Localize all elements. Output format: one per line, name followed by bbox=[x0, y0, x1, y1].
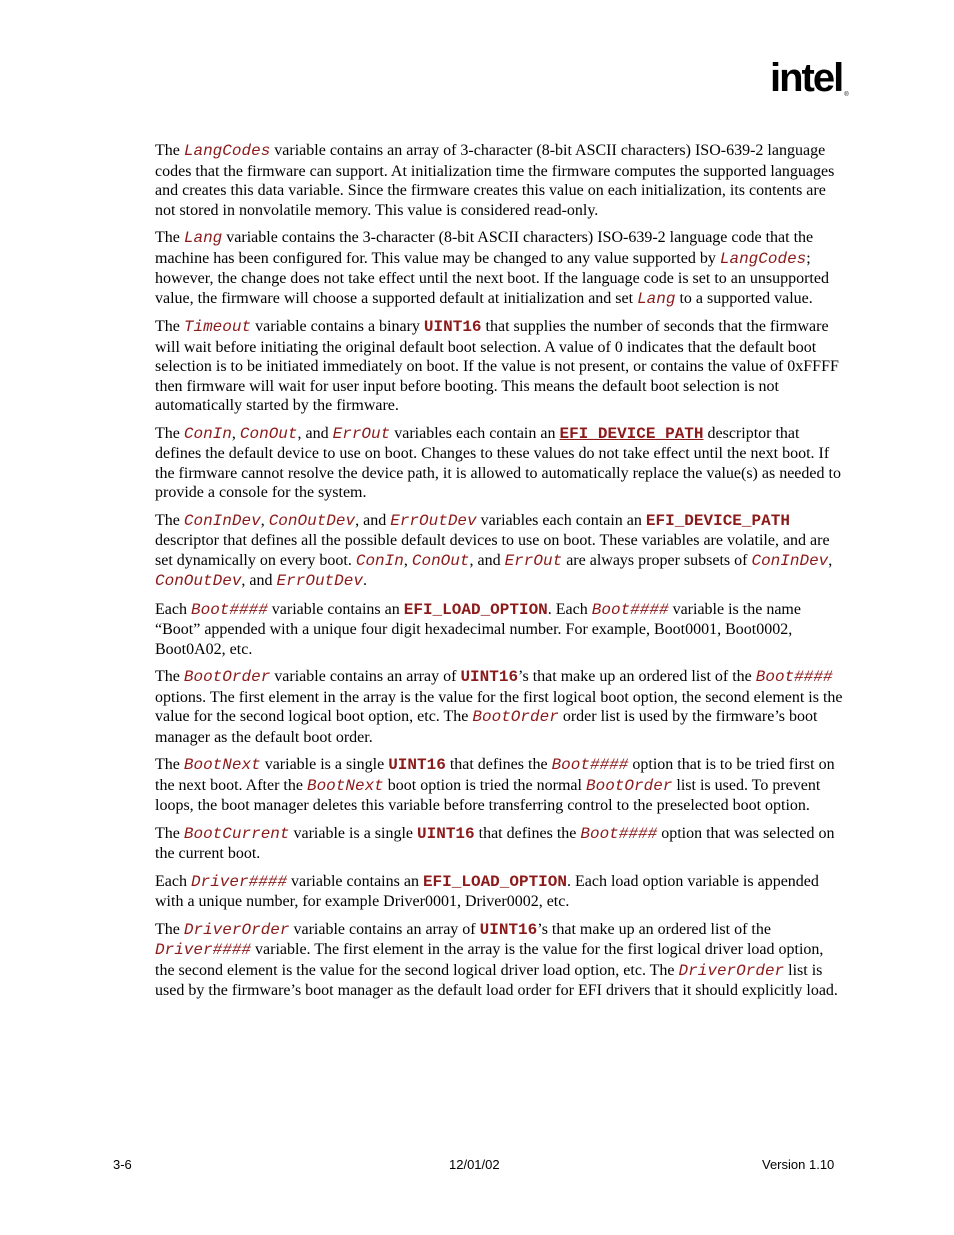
paragraph-conin bbox=[155, 424, 845, 503]
text-run: list is used by the firmware’s boot manager as the default load order for EFI drivers that it should explicitly load. bbox=[155, 961, 838, 999]
text-run: , bbox=[231, 424, 240, 442]
code-term: BootNext bbox=[183, 756, 261, 774]
code-term: DriverOrder bbox=[183, 920, 290, 939]
text-run: variable is a single bbox=[260, 756, 389, 773]
text-run: that defines the bbox=[445, 756, 552, 773]
code-term: ErrOutDev bbox=[276, 572, 363, 590]
page-number: 3-6 bbox=[113, 1157, 132, 1172]
code-term: BootNext bbox=[306, 776, 384, 795]
paragraph-conindev bbox=[155, 511, 845, 592]
code-term: Boot#### bbox=[591, 600, 669, 619]
text-run: ’s that make up an ordered list of the bbox=[537, 920, 771, 938]
paragraph-lang bbox=[155, 228, 845, 309]
text-run: , and bbox=[297, 424, 333, 442]
paragraph-timeout bbox=[155, 317, 845, 416]
text-run: to a supported value. bbox=[675, 289, 813, 307]
code-term: ConIn bbox=[183, 424, 232, 443]
text-run: . bbox=[362, 572, 367, 589]
text-run: variable contains the 3-character (8-bit ASCII characters) ISO-639-2 language code that the machine has been configured for. This value may be changed to any value supported by bbox=[155, 229, 814, 267]
type-keyword: EFI_DEVICE_PATH bbox=[645, 511, 790, 530]
text-run: , bbox=[403, 551, 412, 569]
logo-text: intel bbox=[770, 56, 843, 100]
paragraph-driver bbox=[155, 872, 845, 912]
code-term: Timeout bbox=[183, 318, 252, 336]
code-term: ErrOut bbox=[332, 424, 391, 443]
code-term: Driver#### bbox=[155, 941, 252, 959]
text-run: Each bbox=[155, 600, 191, 618]
text-run: options. The first element in the array is the value for the first logical boot option, the second element is the value for the second logical boot option, etc. The bbox=[155, 688, 843, 725]
code-term: Driver#### bbox=[190, 872, 287, 891]
type-keyword: UINT16 bbox=[423, 318, 482, 336]
code-term: ConOutDev bbox=[155, 572, 242, 590]
text-run: . Each load option variable is appended with a unique number, for example Driver0001, Driver0002, etc. bbox=[155, 872, 819, 910]
text-run: The bbox=[155, 668, 184, 685]
text-run: ; however, the change does not take effect until the next boot. If the language code is set to an unsupported value, the firmware will choose a supported default at initialization and set bbox=[155, 249, 829, 307]
intel-logo bbox=[770, 58, 849, 98]
paragraph-bootnext bbox=[155, 755, 845, 816]
text-run: , and bbox=[241, 572, 277, 589]
text-run: descriptor that defines the default device to use on boot. Changes to these values do not take effect until the next boot. If the firmware cannot resolve the device path, it is allowed to automatically replace the value(s) as needed to provide a console for the system. bbox=[155, 424, 841, 501]
text-run: order list is used by the firmware’s boot manager as the default boot order. bbox=[155, 708, 818, 746]
text-run: . Each bbox=[547, 600, 592, 618]
code-term: LangCodes bbox=[719, 249, 807, 268]
type-keyword: UINT16 bbox=[479, 920, 538, 939]
type-link[interactable]: EFI_DEVICE_PATH bbox=[559, 424, 704, 443]
text-run: The bbox=[155, 318, 184, 335]
text-run: , bbox=[828, 551, 833, 569]
paragraph-driverorder bbox=[155, 920, 845, 1001]
text-run: variables each contain an bbox=[390, 424, 560, 442]
code-term: BootOrder bbox=[183, 668, 271, 686]
paragraph-bootcurrent bbox=[155, 824, 845, 864]
text-run: variable contains an array of 3-character (8-bit ASCII characters) ISO-639-2 language codes that the firmware can support. At initialization time the firmware computes the supported languages and creates this data variable. Since the firmware creates this value on each initialization, its contents are not stored in nonvolatile memory. This value is considered read-only. bbox=[155, 142, 835, 219]
text-run: option that was selected on the current boot. bbox=[155, 824, 835, 862]
type-keyword: UINT16 bbox=[417, 824, 475, 843]
code-term: Lang bbox=[637, 289, 676, 308]
footer-version: Version 1.10 bbox=[762, 1157, 835, 1172]
type-keyword: UINT16 bbox=[460, 668, 519, 686]
type-keyword: EFI_LOAD_OPTION bbox=[403, 600, 548, 619]
code-term: ConOut bbox=[239, 424, 298, 443]
text-run: are always proper subsets of bbox=[562, 551, 752, 569]
code-term: ErrOutDev bbox=[390, 511, 477, 530]
text-run: Each bbox=[155, 872, 191, 890]
paragraph-langcodes bbox=[155, 141, 845, 220]
text-run: , and bbox=[355, 511, 391, 529]
text-run: The bbox=[155, 920, 184, 938]
code-term: ConOut bbox=[411, 551, 470, 570]
text-run: variables each contain an bbox=[476, 511, 646, 529]
text-run: variable. The first element in the array is the value for the first logical driver load option, the second element is the value for the second logical driver load option, etc. The bbox=[155, 941, 824, 979]
text-run: descriptor that defines all the possible default devices to use on boot. These variables are volatile, and are set dynamically on every boot. bbox=[155, 532, 830, 569]
code-term: BootOrder bbox=[585, 776, 673, 795]
registered-mark: ® bbox=[844, 92, 849, 98]
text-run: variable is a single bbox=[289, 824, 418, 842]
code-term: Boot#### bbox=[580, 824, 658, 843]
text-run: boot option is tried the normal bbox=[383, 776, 586, 794]
text-run: The bbox=[155, 229, 184, 246]
code-term: Boot#### bbox=[755, 668, 833, 686]
text-run: variable contains an array of bbox=[289, 920, 480, 938]
code-term: DriverOrder bbox=[678, 961, 785, 980]
code-term: Boot#### bbox=[551, 756, 629, 774]
text-run: list is used. To prevent loops, the boot manager deletes this variable before transferring control to the preselected boot option. bbox=[155, 776, 821, 814]
code-term: ConInDev bbox=[751, 551, 829, 570]
code-term: ConIn bbox=[355, 551, 404, 570]
code-term: BootCurrent bbox=[183, 824, 290, 843]
code-term: Lang bbox=[183, 229, 223, 247]
type-keyword: UINT16 bbox=[388, 756, 446, 774]
code-term: ConOutDev bbox=[268, 511, 356, 530]
type-keyword: EFI_LOAD_OPTION bbox=[422, 872, 567, 891]
code-term: BootOrder bbox=[472, 708, 559, 726]
text-run: ’s that make up an ordered list of the bbox=[518, 668, 756, 685]
code-term: LangCodes bbox=[183, 142, 271, 160]
text-run: variable contains an bbox=[287, 872, 423, 890]
text-run: option that is to be tried first on the next boot. After the bbox=[155, 756, 835, 794]
paragraph-bootorder bbox=[155, 667, 845, 747]
text-run: , bbox=[260, 511, 269, 529]
text-run: , and bbox=[469, 551, 505, 569]
text-run: that defines the bbox=[474, 824, 581, 842]
text-run: The bbox=[155, 511, 184, 529]
footer-date: 12/01/02 bbox=[449, 1157, 500, 1172]
text-run: The bbox=[155, 824, 184, 842]
text-run: variable contains an array of bbox=[270, 668, 461, 685]
code-term: ErrOut bbox=[504, 551, 563, 570]
code-term: Boot#### bbox=[190, 600, 268, 619]
text-run: The bbox=[155, 424, 184, 442]
body-text bbox=[155, 141, 845, 1009]
text-run: variable contains a binary bbox=[251, 318, 424, 335]
text-run: that supplies the number of seconds that the firmware will wait before initiating the original default boot selection. A value of 0 indicates that the default boot selection is to be initiated immediately on boot. If the value is not present, or contains the value of 0xFFFF then firmware will wait for user input before booting. This means the default boot selection is not automatically started by the firmware. bbox=[155, 318, 839, 414]
code-term: ConInDev bbox=[183, 511, 261, 530]
text-run: variable contains an bbox=[267, 600, 404, 618]
text-run: The bbox=[155, 756, 184, 773]
text-run: variable is the name “Boot” appended with a unique four digit hexadecimal number. For example, Boot0001, Boot0002, Boot0A02, etc. bbox=[155, 600, 801, 658]
paragraph-boot bbox=[155, 600, 845, 660]
text-run: The bbox=[155, 142, 184, 159]
